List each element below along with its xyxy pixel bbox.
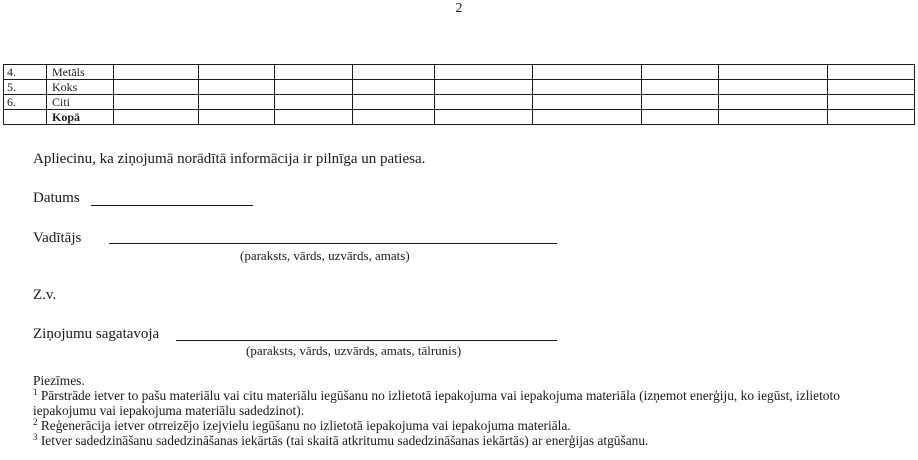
table-row — [4, 80, 915, 95]
table-row — [4, 65, 915, 80]
row-number — [4, 110, 47, 125]
table-row-total — [4, 110, 915, 125]
preparer-label: Ziņojumu sagatavoja — [33, 326, 160, 342]
table-cell — [719, 80, 828, 95]
note-text: Reģenerācija ietver otrreizējo izejvielu iegūšanu no izlietotā iepakojuma vai iepakojuma materiāla. — [37, 418, 571, 433]
note-text: Pārstrāde ietver to pašu materiālu vai citu materiālu iegūšanu no izlietotā iepakojuma vai iepakojuma materiāla (izņemot enerģiju, ko iegūst, izlietoto iepakojumu vai iepakojuma materiālu sadedzinot). — [33, 388, 840, 418]
table-cell — [828, 65, 915, 80]
table-cell — [642, 80, 719, 95]
table-cell — [353, 95, 435, 110]
table-cell — [719, 95, 828, 110]
table-cell — [533, 95, 642, 110]
table-cell — [533, 110, 642, 125]
material-name: Metāls — [47, 65, 114, 80]
table-cell — [199, 95, 275, 110]
preparer-signature-field[interactable] — [176, 340, 557, 341]
table-row — [4, 95, 915, 110]
note-item — [33, 388, 903, 418]
row-number: 4. — [4, 65, 47, 80]
table-cell — [199, 65, 275, 80]
table-cell — [275, 110, 353, 125]
table-cell — [533, 80, 642, 95]
date-label: Datums — [33, 190, 80, 206]
material-name: Koks — [47, 80, 114, 95]
table-cell — [719, 110, 828, 125]
table-cell — [828, 95, 915, 110]
packaging-report-table — [3, 64, 915, 125]
table-cell — [275, 95, 353, 110]
manager-label: Vadītājs — [33, 230, 82, 246]
note-text: Ietver sadedzināšanu sadedzināšanas iekārtās (tai skaitā atkritumu sadedzināšanas iekārtās) ar enerģijas atgūšanu. — [37, 433, 649, 448]
table-cell — [114, 65, 199, 80]
table-cell — [353, 110, 435, 125]
table-cell — [199, 80, 275, 95]
table-cell — [642, 95, 719, 110]
table-cell — [435, 95, 533, 110]
table-cell — [435, 65, 533, 80]
table-cell — [533, 65, 642, 80]
table-cell — [114, 95, 199, 110]
row-number: 5. — [4, 80, 47, 95]
table-cell — [642, 110, 719, 125]
table-cell — [719, 65, 828, 80]
footnote-marker: 1 — [33, 387, 38, 397]
declaration-statement: Apliecinu, ka ziņojumā norādītā informācija ir pilnīga un patiesa. — [33, 151, 426, 167]
table-cell — [199, 110, 275, 125]
manager-caption: (paraksts, vārds, uzvārds, amats) — [240, 248, 410, 263]
note-item — [33, 418, 903, 433]
notes-section — [33, 373, 903, 448]
table-cell — [828, 110, 915, 125]
material-name: Citi — [47, 95, 114, 110]
table-cell — [353, 65, 435, 80]
table-cell — [114, 110, 199, 125]
footnote-marker: 3 — [33, 432, 38, 442]
table-cell — [275, 65, 353, 80]
page-number: 2 — [455, 1, 463, 16]
note-item — [33, 433, 903, 448]
date-field[interactable] — [91, 205, 253, 206]
table-cell — [435, 110, 533, 125]
notes-title: Piezīmes. — [33, 373, 85, 388]
table-cell — [275, 80, 353, 95]
row-number: 6. — [4, 95, 47, 110]
total-label: Kopā — [47, 110, 114, 125]
preparer-caption: (paraksts, vārds, uzvārds, amats, tālrunis) — [246, 343, 462, 358]
table-cell — [828, 80, 915, 95]
table-cell — [642, 65, 719, 80]
seal-label: Z.v. — [33, 287, 57, 303]
table-cell — [114, 80, 199, 95]
manager-signature-field[interactable] — [109, 243, 557, 244]
table-cell — [435, 80, 533, 95]
table-cell — [353, 80, 435, 95]
footnote-marker: 2 — [33, 417, 38, 427]
